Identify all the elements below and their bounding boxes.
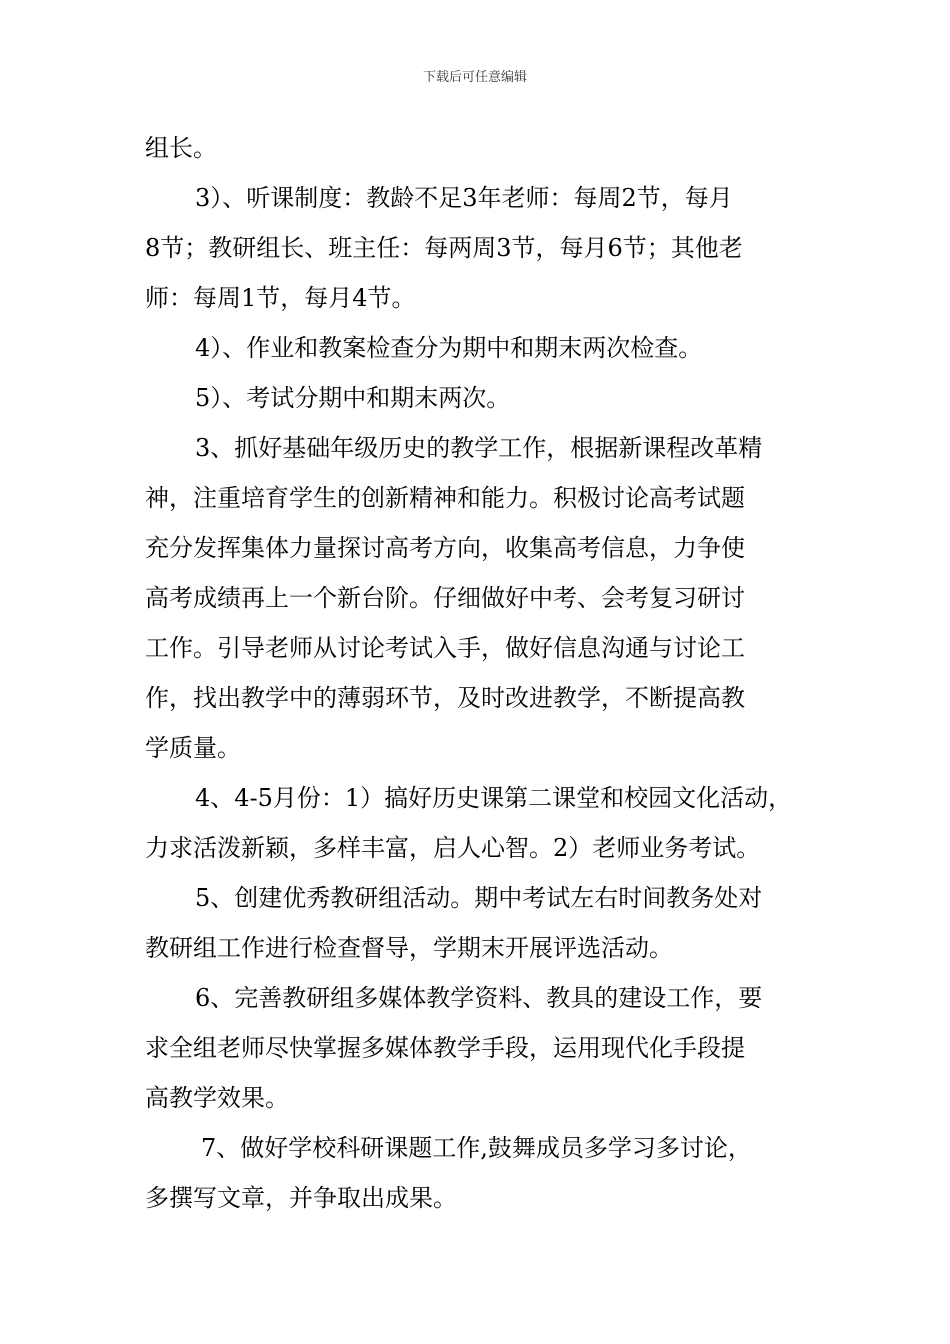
text-line: 3、抓好基础年级历史的教学工作，根据新课程改革精 [195, 434, 763, 462]
text-line: 高教学效果。 [145, 1084, 289, 1112]
text-line: 组长。 [145, 134, 217, 162]
text-line: 工作。引导老师从讨论考试入手，做好信息沟通与讨论工 [145, 634, 745, 662]
document-body [145, 123, 810, 1223]
text-line: 师：每周1节，每月4节。 [145, 284, 416, 312]
text-line: 7、做好学校科研课题工作,鼓舞成员多学习多讨论， [201, 1134, 752, 1162]
text-line: 多撰写文章，并争取出成果。 [145, 1184, 457, 1212]
text-line: 5）、考试分期中和期末两次。 [195, 384, 511, 412]
text-line: 6、完善教研组多媒体教学资料、教具的建设工作，要 [195, 984, 763, 1012]
text-line: 4、4-5月份：1）搞好历史课第二课堂和校园文化活动， [195, 784, 793, 812]
text-line: 4）、作业和教案检查分为期中和期末两次检查。 [195, 334, 703, 362]
text-line: 5、创建优秀教研组活动。期中考试左右时间教务处对 [195, 884, 763, 912]
page-header: 下载后可任意编辑 [422, 70, 527, 85]
text-line: 求全组老师尽快掌握多媒体教学手段，运用现代化手段提 [145, 1034, 745, 1062]
text-line: 充分发挥集体力量探讨高考方向，收集高考信息，力争使 [145, 534, 745, 562]
text-line: 8节；教研组长、班主任：每两周3节，每月6节；其他老 [145, 234, 743, 262]
text-line: 高考成绩再上一个新台阶。仔细做好中考、会考复习研讨 [145, 584, 745, 612]
text-line: 3）、听课制度：教龄不足3年老师：每周2节，每月 [195, 184, 733, 212]
text-line: 学质量。 [145, 734, 241, 762]
text-line: 教研组工作进行检查督导，学期末开展评选活动。 [145, 934, 673, 962]
text-line: 作，找出教学中的薄弱环节，及时改进教学，不断提高教 [145, 684, 745, 712]
text-line: 力求活泼新颖，多样丰富，启人心智。2）老师业务考试。 [145, 834, 761, 862]
text-line: 神，注重培育学生的创新精神和能力。积极讨论高考试题 [145, 484, 745, 512]
